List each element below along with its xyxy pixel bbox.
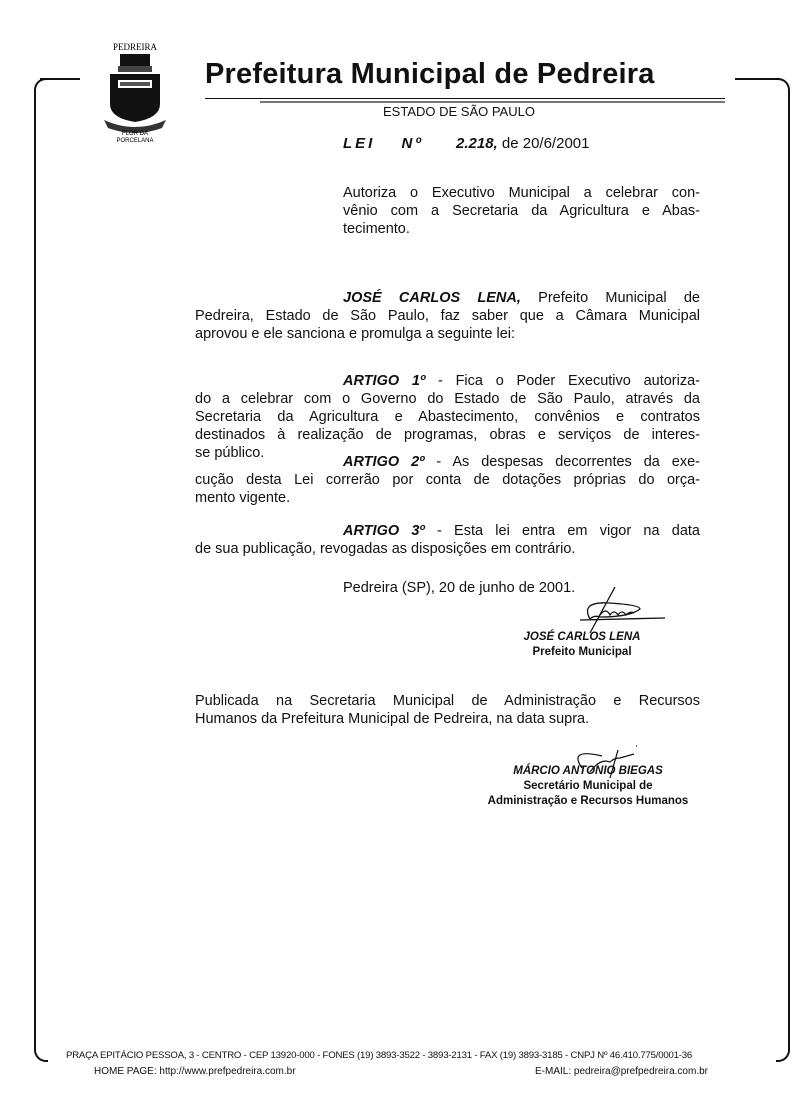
svg-text:PEDREIRA: PEDREIRA [112, 42, 158, 52]
law-date: de 20/6/2001 [501, 135, 590, 152]
mayor-signature [560, 585, 670, 635]
publication-note: Publicada na Secretaria Municipal de Administração e Recursos Humanos da Prefeitura Municipal de Pedreira, na data supra. [195, 693, 700, 727]
article-3: ARTIGO 3º - Esta lei entra em vigor na data de sua publicação, revogadas as disposições em contrário. [195, 523, 700, 557]
signer-role: Administração e Recursos Humanos [487, 795, 689, 807]
mayor-signature-block [500, 630, 664, 660]
place-date: Pedreira (SP), 20 de junho de 2001. [343, 580, 576, 596]
law-number: 2.218, [456, 135, 498, 152]
law-prefix: LEI [343, 135, 376, 152]
signer-name: MÁRCIO ANTONIO BIEGAS [513, 765, 663, 777]
footer-homepage: HOME PAGE: http://www.prefpedreira.com.br [94, 1066, 296, 1077]
footer-email: E-MAIL: pedreira@prefpedreira.com.br [535, 1066, 708, 1077]
mayor-name: JOSÉ CARLOS LENA, [343, 290, 521, 306]
article-1: ARTIGO 1º - Fica o Poder Executivo autoriza- do a celebrar com o Governo do Estado de São Paulo, através da Secretaria da Agricultura e Abastecimento, convênios e contratos destinados à realização de programas, obras e serviços de interes- se público. [195, 373, 700, 461]
frame-left [34, 78, 48, 1062]
law-heading [343, 135, 589, 152]
svg-text:PORCELANA: PORCELANA [116, 138, 154, 142]
law-number-label: Nº [401, 135, 424, 152]
ementa: Autoriza o Executivo Municipal a celebrar con- vênio com a Secretaria da Agricultura e Abas- tecimento. [343, 185, 700, 237]
state-label: ESTADO DE SÃO PAULO [383, 104, 535, 119]
page-title: Prefeitura Municipal de Pedreira [205, 58, 655, 90]
article-2: ARTIGO 2º - As despesas decorrentes da exe- cução desta Lei correrão por conta de dotações próprias do orça- mento vigente. [195, 454, 701, 506]
title-underline [205, 98, 725, 99]
municipal-crest-logo [96, 38, 174, 142]
svg-text:FLOR DA: FLOR DA [121, 131, 149, 137]
frame-line [735, 78, 780, 80]
frame-right [776, 78, 790, 1062]
signer-role: Prefeito Municipal [532, 646, 632, 658]
secretary-signature-block [468, 764, 708, 809]
preamble: JOSÉ CARLOS LENA, Prefeito Municipal de Pedreira, Estado de São Paulo, faz saber que a Câmara Municipal aprovou e ele sanciona e promulga a seguinte lei: [195, 290, 700, 342]
footer-address: PRAÇA EPITÁCIO PESSOA, 3 - CENTRO - CEP 13920-000 - FONES (19) 3893-3522 - 3893-2131 - FAX (19) 3893-3185 - CNPJ Nº 46.410.775/0001-36 [66, 1050, 693, 1061]
signer-role: Secretário Municipal de [523, 780, 653, 792]
signer-name: JOSÉ CARLOS LENA [523, 631, 641, 643]
